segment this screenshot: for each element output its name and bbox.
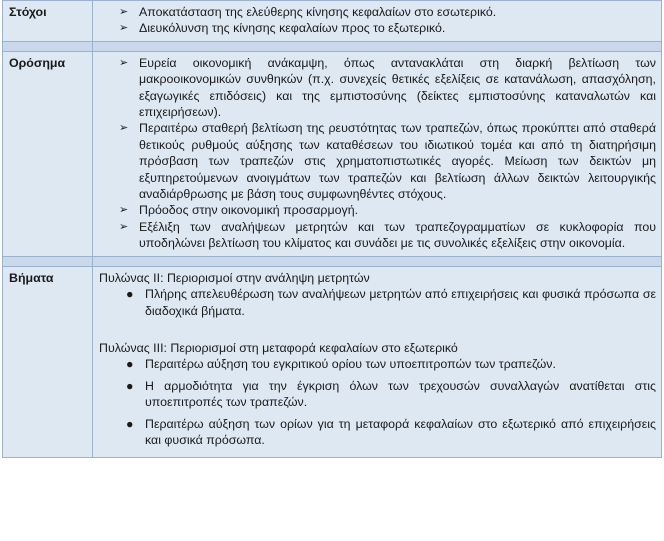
list-item-text: Αποκατάσταση της ελεύθερης κίνησης κεφαλαίων στο εσωτερικό.: [139, 5, 497, 19]
goals-label: Στόχοι: [3, 1, 93, 42]
steps-content: [93, 266, 662, 458]
list-item-text: Διευκόλυνση της κίνησης κεφαλαίων προς το εξωτερικό.: [139, 21, 446, 36]
bullet-icon: ●: [126, 287, 134, 302]
pillar-title: Πυλώνας ΙΙ: Περιορισμοί στην ανάληψη μετρητών: [99, 270, 370, 285]
list-item: [99, 20, 656, 36]
steps-row: [3, 266, 662, 458]
list-item-text: Πλήρης απελευθέρωση των αναλήψεων μετρητών από επιχειρήσεις και φυσικά πρόσωπα σε διαδοχικά βήματα.: [145, 287, 656, 318]
arrow-bullet-icon: ➢: [119, 122, 129, 135]
arrow-bullet-icon: ➢: [119, 220, 129, 233]
list-item: [99, 286, 656, 319]
bullet-icon: ●: [126, 357, 134, 372]
bullet-icon: ●: [126, 416, 134, 431]
goals-row: [3, 1, 662, 42]
roadmap-table: [2, 0, 662, 458]
list-item: [99, 219, 656, 252]
arrow-bullet-icon: ➢: [119, 56, 129, 69]
row-separator: [3, 41, 662, 51]
list-item-text: Εξέλιξη των αναλήψεων μετρητών και των τραπεζογραμματίων σε κυκλοφορία που υποδηλώνει βελτίωση του κλίματος και συνάδει με τις συνολικές εξελίξεις στην οικονομία.: [139, 219, 656, 251]
arrow-bullet-icon: ➢: [119, 6, 129, 18]
list-item: [99, 4, 656, 20]
arrow-bullet-icon: ➢: [119, 204, 129, 217]
list-item-text: Πρόοδος στην οικονομική προσαρμογή.: [139, 203, 359, 218]
steps-label: Βήματα: [3, 266, 93, 458]
list-item-text: Περαιτέρω αύξηση των ορίων για τη μεταφορά κεφαλαίων στο εξωτερικό από επιχειρήσεις και φυσικά πρόσωπα.: [145, 416, 656, 447]
list-item-text: Περαιτέρω αύξηση του εγκριτικού ορίου των υποεπιτροπών των τραπεζών.: [145, 357, 556, 372]
milestones-label: Ορόσημα: [3, 51, 93, 256]
list-item: [99, 202, 656, 218]
list-item-text: Η αρμοδιότητα για την έγκριση όλων των τρεχουσών συναλλαγών ανατίθεται στις υποεπιτροπές των τραπεζών.: [145, 378, 656, 410]
list-item: [99, 356, 656, 372]
list-item-text: Περαιτέρω σταθερή βελτίωση της ρευστότητας των τραπεζών, όπως προκύπτει από σταθερά θετικούς ρυθμούς αύξησης των καταθέσεων του ιδιωτικού τομέα και από τη διατηρήσιμη πρόσβαση των τραπεζών στις χρηματοπιστωτικές αγορές. Μείωση των δεικτών μη εξυπηρετούμενων ανοιγμάτων των τραπεζών και βελτίωση άλλων δεικτών λειτουργικής αναδιάρθρωσης με βάση τους συμφωνηθέντες στόχους.: [139, 121, 656, 202]
milestones-content: [93, 51, 662, 256]
pillar-title: Πυλώνας ΙΙΙ: Περιορισμοί στη μεταφορά κεφαλαίων στο εξωτερικό: [99, 340, 458, 355]
bullet-icon: ●: [126, 378, 134, 393]
document-page: [2, 0, 662, 458]
milestones-row: [3, 51, 662, 256]
arrow-bullet-icon: ➢: [119, 22, 129, 35]
goals-content: [93, 1, 662, 42]
row-separator: [3, 256, 662, 266]
list-item: [99, 120, 656, 202]
list-item: [99, 55, 656, 121]
list-item: [99, 416, 656, 449]
list-item: [99, 378, 656, 411]
list-item-text: Ευρεία οικονομική ανάκαμψη, όπως αντανακλάται στη διαρκή βελτίωση των μακροοικονομικών συνθηκών (π.χ. συνεχείς θετικές εξελίξεις σε κατανάλωση, απασχόληση, εξαγωγικές επιδόσεις) και της εμπιστοσύνης (δείκτες εμπιστοσύνης καταναλωτών και επιχειρήσεων).: [139, 55, 656, 120]
